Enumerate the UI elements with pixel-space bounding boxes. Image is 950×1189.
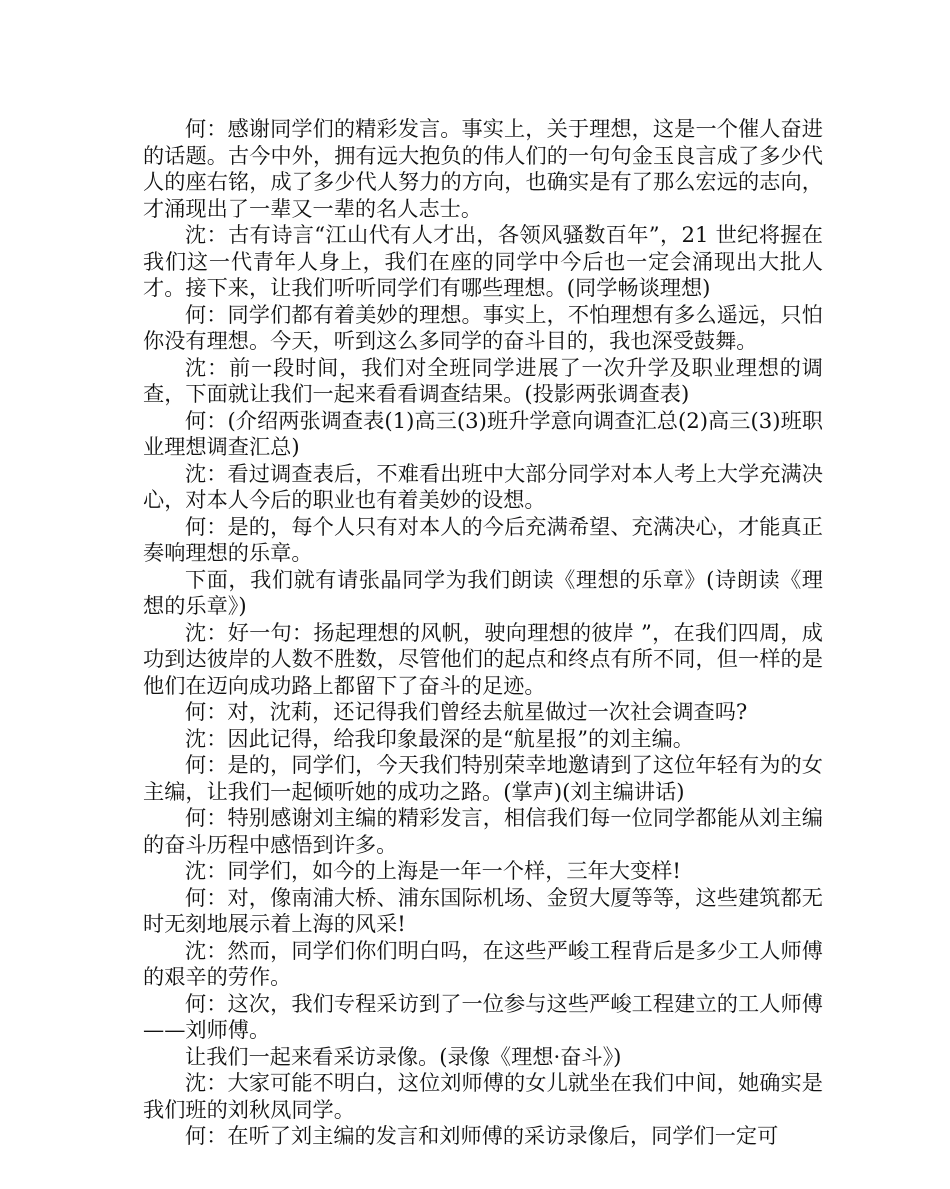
paragraph: 何：特别感谢刘主编的精彩发言，相信我们每一位同学都能从刘主编的奋斗历程中感悟到许多。 xyxy=(143,805,823,857)
paragraph: 沈：因此记得，给我印象最深的是“航星报”的刘主编。 xyxy=(185,725,694,751)
paragraph: 何：同学们都有着美妙的理想。事实上，不怕理想有多么遥远，只怕你没有理想。今天，听到这么多同学的奋斗目的，我也深受鼓舞。 xyxy=(143,301,823,353)
document-body xyxy=(143,116,823,1150)
paragraph: 沈：古有诗言“江山代有人才出，各领风骚数百年”，21 世纪将握在我们这一代青年人身上，我们在座的同学中今后也一定会涌现出大批人才。接下来，让我们听听同学们有哪些理想。(同学畅谈理想) xyxy=(143,222,823,300)
paragraph: 沈：然而，同学们你们明白吗，在这些严峻工程背后是多少工人师傅的艰辛的劳作。 xyxy=(143,937,823,989)
paragraph: 沈：好一句：扬起理想的风帆，驶向理想的彼岸 ”，在我们四周，成功到达彼岸的人数不胜数，尽管他们的起点和终点有所不同，但一样的是他们在迈向成功路上都留下了奋斗的足迹。 xyxy=(143,619,823,698)
paragraph: 何：对，沈莉，还记得我们曾经去航星做过一次社会调查吗? xyxy=(185,699,748,724)
paragraph: 何：是的，同学们，今天我们特别荣幸地邀请到了这位年轻有为的女主编，让我们一起倾听她的成功之路。(掌声)(刘主编讲话) xyxy=(143,752,823,804)
paragraph: 何：对，像南浦大桥、浦东国际机场、金贸大厦等等，这些建筑都无时无刻地展示着上海的风采! xyxy=(143,884,823,936)
paragraph: 何：感谢同学们的精彩发言。事实上，关于理想，这是一个催人奋进的话题。古今中外，拥有远大抱负的伟人们的一句句金玉良言成了多少代人的座右铭，成了多少代人努力的方向，也确实是有了那么宏远的志向，才涌现出了一辈又一辈的名人志士。 xyxy=(143,116,823,221)
paragraph: 何：是的，每个人只有对本人的今后充满希望、充满决心，才能真正奏响理想的乐章。 xyxy=(143,513,823,565)
paragraph: 何：这次，我们专程采访到了一位参与这些严峻工程建立的工人师傅——刘师傅。 xyxy=(143,990,823,1042)
paragraph: 沈：前一段时间，我们对全班同学进展了一次升学及职业理想的调查，下面就让我们一起来看看调查结果。(投影两张调查表) xyxy=(143,354,823,406)
paragraph: 沈：大家可能不明白，这位刘师傅的女儿就坐在我们中间，她确实是我们班的刘秋凤同学。 xyxy=(143,1070,823,1122)
paragraph: 沈：看过调查表后，不难看出班中大部分同学对本人考上大学充满决心，对本人今后的职业也有着美妙的设想。 xyxy=(143,460,823,512)
paragraph: 下面，我们就有请张晶同学为我们朗读《理想的乐章》(诗朗读《理想的乐章》) xyxy=(143,566,823,618)
paragraph: 何：(介绍两张调查表(1)高三(3)班升学意向调查汇总(2)高三(3)班职业理想调查汇总) xyxy=(143,407,823,459)
paragraph: 沈：同学们，如今的上海是一年一个样，三年大变样! xyxy=(185,858,681,883)
paragraph: 何：在听了刘主编的发言和刘师傅的采访录像后，同学们一定可 xyxy=(185,1123,779,1148)
paragraph: 让我们一起来看采访录像。(录像《理想·奋斗》) xyxy=(185,1043,622,1069)
